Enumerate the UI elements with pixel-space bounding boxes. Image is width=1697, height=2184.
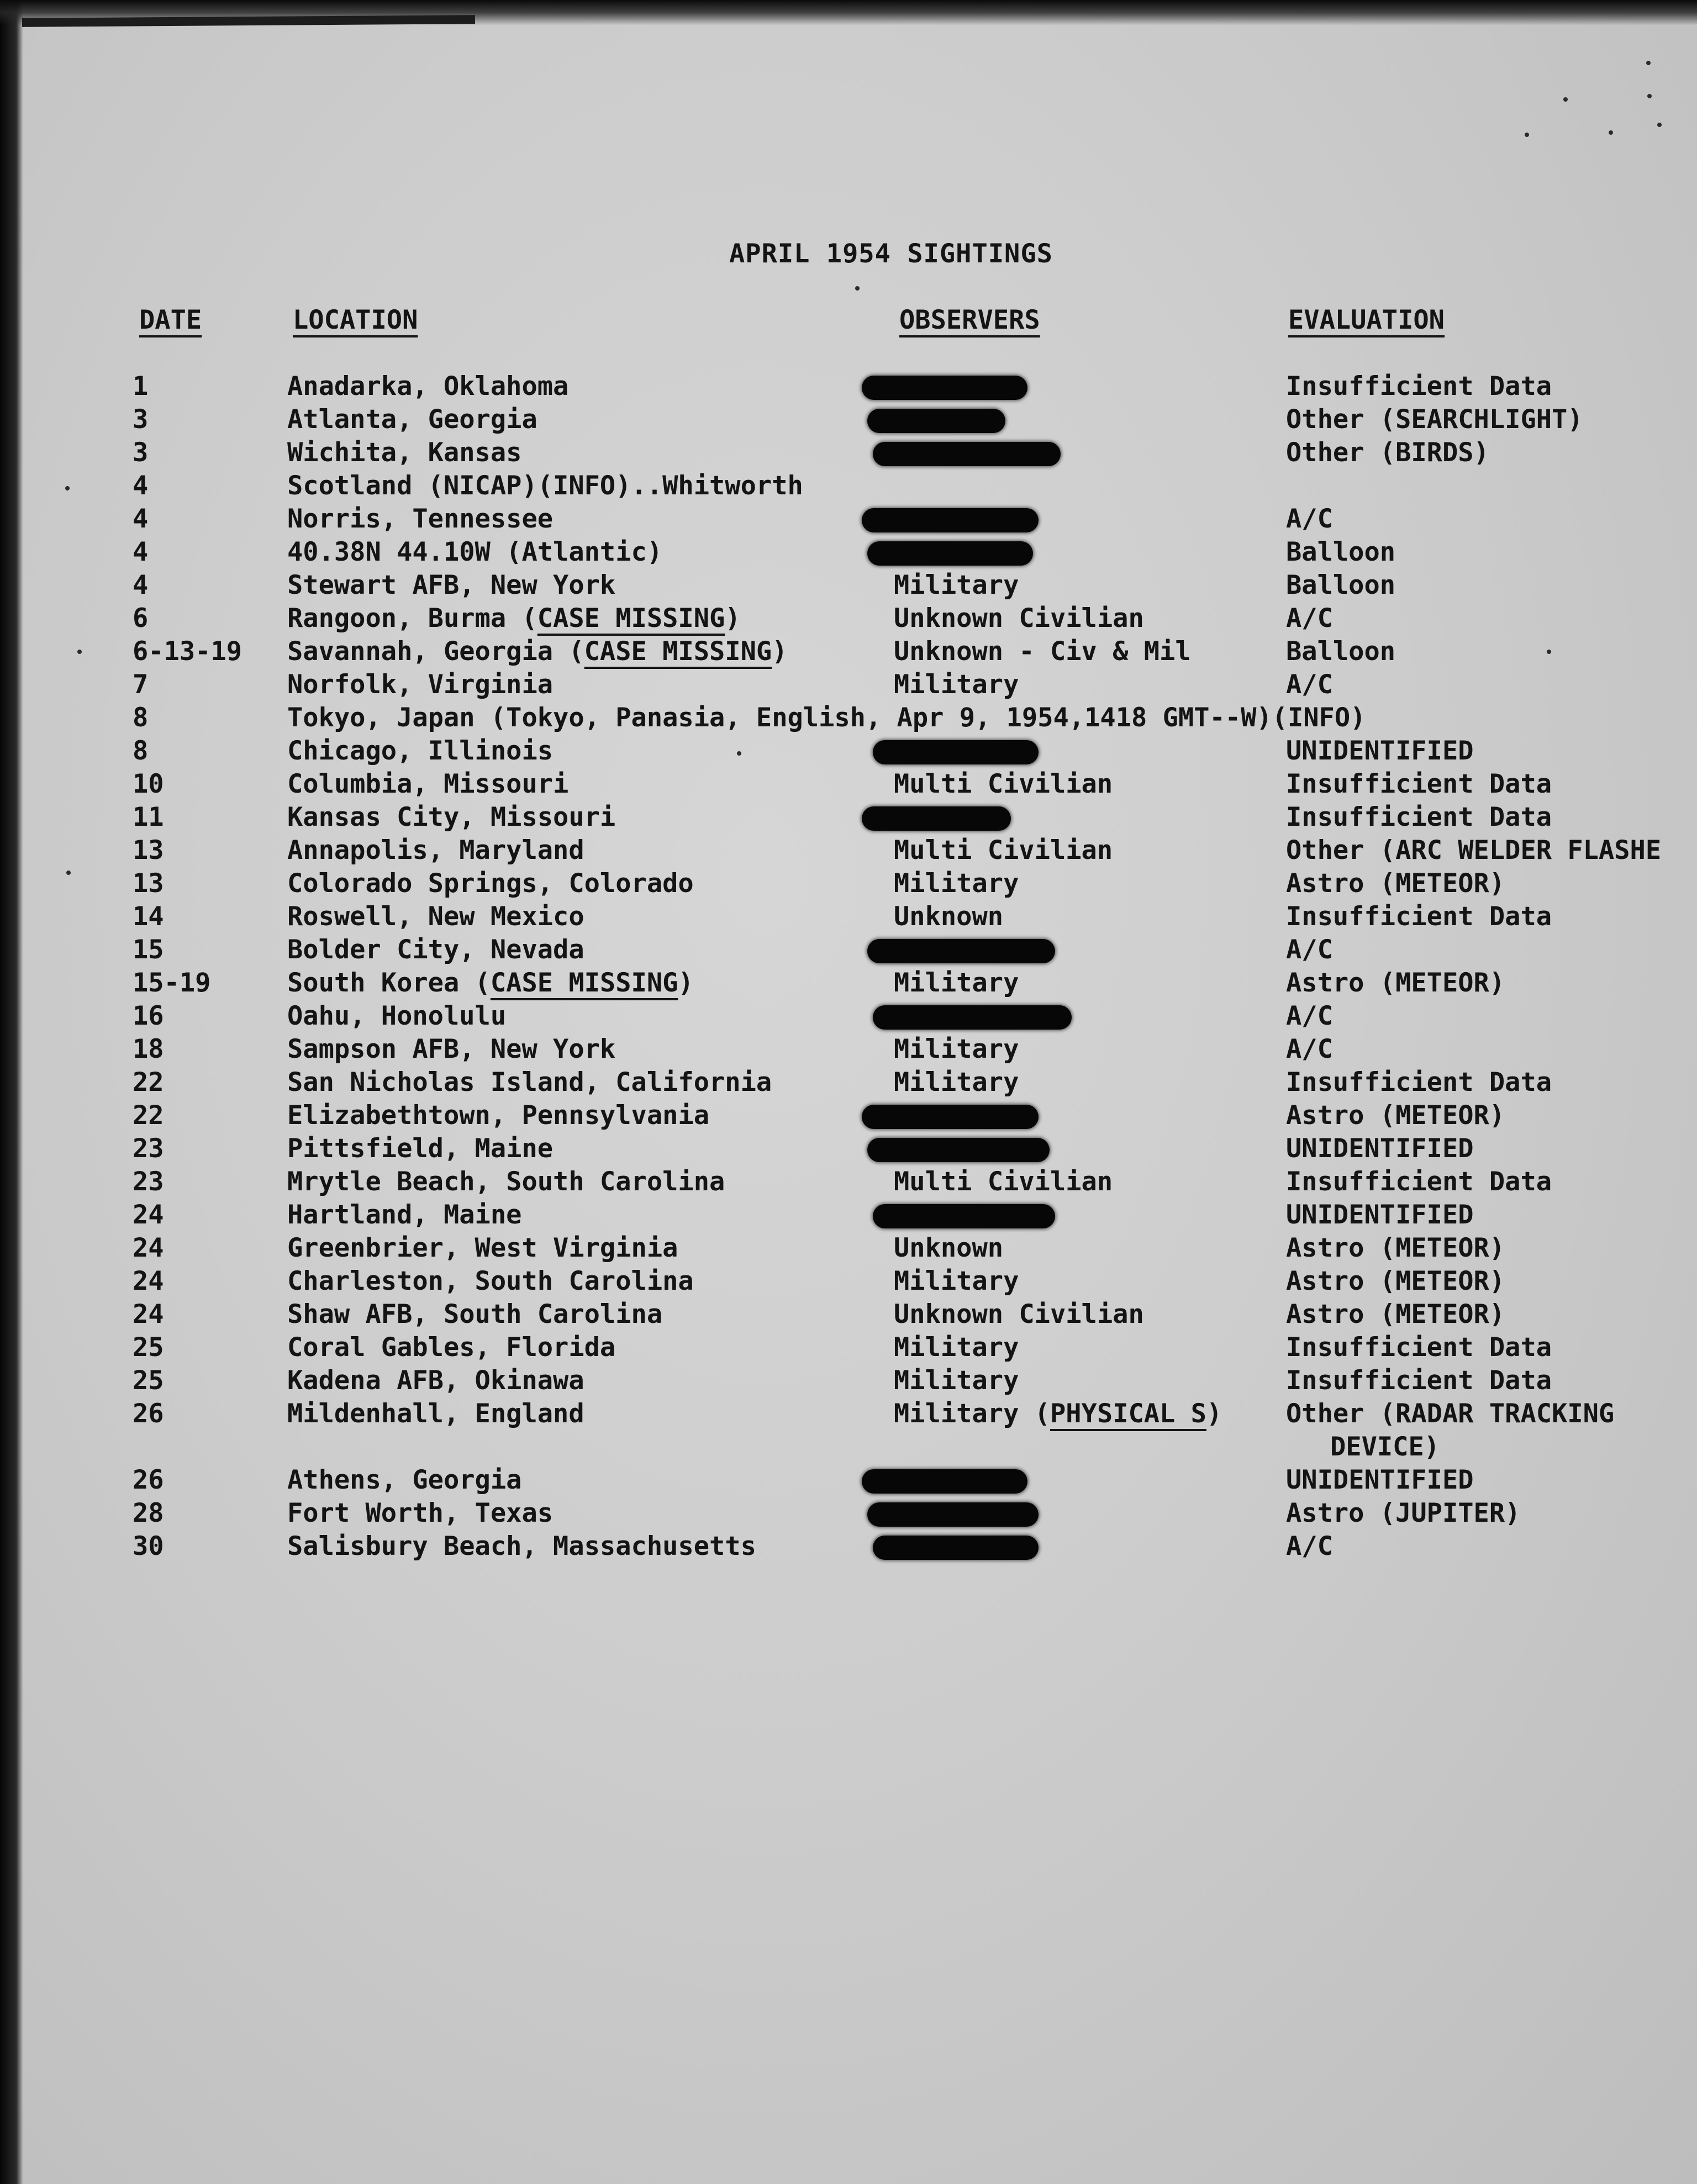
row-date: 15-19 <box>133 968 211 998</box>
row-evaluation: Insufficient Data <box>1286 802 1552 832</box>
row-observers: Unknown - Civ & Mil <box>894 636 1191 667</box>
row-evaluation: Astro (METEOR) <box>1286 1233 1505 1263</box>
row-date: 28 <box>133 1498 164 1528</box>
row-evaluation: UNIDENTIFIED <box>1286 1465 1474 1495</box>
row-date: 18 <box>133 1034 164 1064</box>
row-location: Bolder City, Nevada <box>287 935 584 965</box>
redaction-mark <box>867 541 1033 566</box>
row-location: Mildenhall, England <box>287 1399 584 1429</box>
header-location: LOCATION <box>293 305 418 335</box>
row-observers: Unknown <box>894 1233 1004 1263</box>
row-location: Colorado Springs, Colorado <box>287 868 694 899</box>
redaction-mark <box>867 1138 1050 1162</box>
redaction-mark <box>873 1005 1072 1030</box>
row-date: 24 <box>133 1266 164 1296</box>
table-row <box>0 1298 1697 1331</box>
row-evaluation: A/C <box>1286 1001 1333 1031</box>
row-location: Mrytle Beach, South Carolina <box>287 1167 725 1197</box>
row-observers: Multi Civilian <box>894 769 1113 799</box>
row-date: 14 <box>133 901 164 932</box>
row-evaluation: A/C <box>1286 935 1333 965</box>
row-date: 1 <box>133 371 149 402</box>
row-date: 4 <box>133 537 149 567</box>
row-location: Coral Gables, Florida <box>287 1332 616 1363</box>
row-date: 13 <box>133 868 164 899</box>
row-location: Columbia, Missouri <box>287 769 569 799</box>
row-date: 25 <box>133 1332 164 1363</box>
row-evaluation: Astro (METEOR) <box>1286 1266 1505 1296</box>
row-evaluation: Insufficient Data <box>1286 769 1552 799</box>
row-date: 3 <box>133 404 149 435</box>
underlined-note: CASE MISSING <box>584 636 772 667</box>
row-evaluation: Insufficient Data <box>1286 901 1552 932</box>
row-location: Tokyo, Japan (Tokyo, Panasia, English, Apr 9, 1954,1418 GMT--W)(INFO) <box>287 703 1366 733</box>
redaction-mark <box>873 740 1039 764</box>
header-evaluation: EVALUATION <box>1288 305 1445 335</box>
redaction-mark <box>873 1204 1055 1228</box>
redaction-mark <box>867 1502 1039 1527</box>
row-location: Scotland (NICAP)(INFO)..Whitworth <box>287 471 803 501</box>
row-evaluation: UNIDENTIFIED <box>1286 1200 1474 1230</box>
row-date: 6-13-19 <box>133 636 243 667</box>
table-row <box>0 1464 1697 1497</box>
row-evaluation: Astro (JUPITER) <box>1286 1498 1521 1528</box>
redaction-mark <box>873 1536 1039 1560</box>
row-location: Shaw AFB, South Carolina <box>287 1299 663 1330</box>
table-row <box>0 1000 1697 1033</box>
row-date: 13 <box>133 835 164 866</box>
row-observers: Military (PHYSICAL S) <box>894 1399 1222 1429</box>
row-evaluation: A/C <box>1286 1034 1333 1064</box>
row-location: San Nicholas Island, California <box>287 1067 772 1098</box>
row-location: Oahu, Honolulu <box>287 1001 507 1031</box>
row-location: Charleston, South Carolina <box>287 1266 694 1296</box>
table-row <box>0 1497 1697 1530</box>
row-location: Atlanta, Georgia <box>287 404 537 435</box>
table-row <box>0 1232 1697 1265</box>
table-row <box>0 1397 1697 1431</box>
redaction-mark <box>862 508 1039 532</box>
table-row <box>0 1132 1697 1165</box>
table-row <box>0 1331 1697 1364</box>
table-row <box>0 1199 1697 1232</box>
row-date: 11 <box>133 802 164 832</box>
row-date: 3 <box>133 437 149 468</box>
row-evaluation: Insufficient Data <box>1286 1332 1552 1363</box>
table-row <box>0 801 1697 834</box>
table-row <box>0 602 1697 635</box>
row-date: 23 <box>133 1167 164 1197</box>
row-evaluation: Insufficient Data <box>1286 1067 1552 1098</box>
row-location: Roswell, New Mexico <box>287 901 584 932</box>
table-row <box>0 933 1697 967</box>
row-observers: Military <box>894 1365 1019 1396</box>
row-location: Sampson AFB, New York <box>287 1034 616 1064</box>
page-title: APRIL 1954 SIGHTINGS <box>729 239 1053 269</box>
row-date: 4 <box>133 471 149 501</box>
row-evaluation: A/C <box>1286 504 1333 534</box>
row-location: Wichita, Kansas <box>287 437 522 468</box>
table-row <box>0 370 1697 403</box>
table-row <box>0 503 1697 536</box>
table-row <box>0 469 1697 503</box>
row-observers: Military <box>894 669 1019 700</box>
header-date: DATE <box>139 305 202 335</box>
row-location: Savannah, Georgia (CASE MISSING) <box>287 636 788 667</box>
row-location: Chicago, Illinois <box>287 736 554 766</box>
row-location: Fort Worth, Texas <box>287 1498 554 1528</box>
redaction-mark <box>867 409 1005 433</box>
row-date: 26 <box>133 1465 164 1495</box>
row-evaluation: Astro (METEOR) <box>1286 1100 1505 1131</box>
redaction-mark <box>873 442 1061 466</box>
table-row <box>0 1099 1697 1132</box>
underlined-note: CASE MISSING <box>490 968 678 998</box>
row-observers: Multi Civilian <box>894 1167 1113 1197</box>
row-date: 8 <box>133 703 149 733</box>
row-location: Norfolk, Virginia <box>287 669 554 700</box>
row-date: 24 <box>133 1299 164 1330</box>
underlined-note: PHYSICAL S <box>1050 1399 1206 1429</box>
redaction-mark <box>862 806 1011 831</box>
table-row <box>0 735 1697 768</box>
row-evaluation: UNIDENTIFIED <box>1286 1133 1474 1164</box>
row-observers: Military <box>894 1332 1019 1363</box>
row-location: Greenbrier, West Virginia <box>287 1233 678 1263</box>
row-location: Annapolis, Maryland <box>287 835 584 866</box>
row-date: 24 <box>133 1200 164 1230</box>
row-evaluation: Other (BIRDS) <box>1286 437 1489 468</box>
row-evaluation: A/C <box>1286 669 1333 700</box>
row-evaluation: Other (ARC WELDER FLASHE <box>1286 835 1662 866</box>
row-location: Norris, Tennessee <box>287 504 554 534</box>
underlined-note: CASE MISSING <box>537 603 725 634</box>
row-date: 24 <box>133 1233 164 1263</box>
table-row <box>0 403 1697 436</box>
row-evaluation: Insufficient Data <box>1286 371 1552 402</box>
redaction-mark <box>862 1469 1027 1494</box>
row-evaluation: Astro (METEOR) <box>1286 968 1505 998</box>
row-date: 4 <box>133 570 149 600</box>
table-row <box>0 668 1697 701</box>
row-date: 30 <box>133 1531 164 1561</box>
row-evaluation: UNIDENTIFIED <box>1286 736 1474 766</box>
row-location: Elizabethtown, Pennsylvania <box>287 1100 710 1131</box>
row-date: 7 <box>133 669 149 700</box>
row-date: 23 <box>133 1133 164 1164</box>
redaction-mark <box>867 939 1055 963</box>
row-date: 25 <box>133 1365 164 1396</box>
row-evaluation: Other (RADAR TRACKING <box>1286 1399 1615 1429</box>
row-date: 6 <box>133 603 149 634</box>
header-observers: OBSERVERS <box>899 305 1040 335</box>
table-row <box>0 436 1697 469</box>
table-row <box>0 1066 1697 1099</box>
row-evaluation: Insufficient Data <box>1286 1167 1552 1197</box>
row-evaluation: Balloon <box>1286 537 1396 567</box>
row-location: Kadena AFB, Okinawa <box>287 1365 584 1396</box>
row-location: Pittsfield, Maine <box>287 1133 554 1164</box>
row-observers: Military <box>894 868 1019 899</box>
row-date: 22 <box>133 1067 164 1098</box>
row-evaluation: Balloon <box>1286 636 1396 667</box>
table-row <box>0 1033 1697 1066</box>
table-row <box>0 967 1697 1000</box>
table-row <box>0 569 1697 602</box>
table-row <box>0 900 1697 933</box>
row-date: 4 <box>133 504 149 534</box>
table-row <box>0 1165 1697 1199</box>
row-location: Salisbury Beach, Massachusetts <box>287 1531 756 1561</box>
row-observers: Military <box>894 1034 1019 1064</box>
table-row <box>0 1364 1697 1397</box>
row-evaluation-continued: DEVICE) <box>1330 1432 1440 1462</box>
row-location: Athens, Georgia <box>287 1465 522 1495</box>
row-date: 10 <box>133 769 164 799</box>
table-row <box>0 1265 1697 1298</box>
table-row <box>0 1530 1697 1563</box>
table-row <box>0 536 1697 569</box>
row-observers: Military <box>894 1067 1019 1098</box>
row-evaluation: A/C <box>1286 1531 1333 1561</box>
row-evaluation: Other (SEARCHLIGHT) <box>1286 404 1583 435</box>
redaction-mark <box>862 376 1027 400</box>
row-date: 26 <box>133 1399 164 1429</box>
row-location: Anadarka, Oklahoma <box>287 371 569 402</box>
table-row <box>0 701 1697 735</box>
row-observers: Unknown <box>894 901 1004 932</box>
table-row <box>0 834 1697 867</box>
row-date: 8 <box>133 736 149 766</box>
row-location: Rangoon, Burma (CASE MISSING) <box>287 603 741 634</box>
row-observers: Multi Civilian <box>894 835 1113 866</box>
row-evaluation: Insufficient Data <box>1286 1365 1552 1396</box>
row-evaluation: A/C <box>1286 603 1333 634</box>
row-location: Hartland, Maine <box>287 1200 522 1230</box>
row-date: 15 <box>133 935 164 965</box>
row-observers: Unknown Civilian <box>894 1299 1144 1330</box>
row-evaluation: Astro (METEOR) <box>1286 868 1505 899</box>
row-evaluation: Astro (METEOR) <box>1286 1299 1505 1330</box>
row-location: Kansas City, Missouri <box>287 802 616 832</box>
table-row <box>0 635 1697 668</box>
row-location: 40.38N 44.10W (Atlantic) <box>287 537 663 567</box>
row-evaluation: Balloon <box>1286 570 1396 600</box>
row-date: 22 <box>133 1100 164 1131</box>
redaction-mark <box>862 1105 1039 1129</box>
row-location: South Korea (CASE MISSING) <box>287 968 694 998</box>
row-observers: Military <box>894 1266 1019 1296</box>
row-observers: Unknown Civilian <box>894 603 1144 634</box>
table-row <box>0 768 1697 801</box>
row-date: 16 <box>133 1001 164 1031</box>
row-observers: Military <box>894 570 1019 600</box>
row-observers: Military <box>894 968 1019 998</box>
row-location: Stewart AFB, New York <box>287 570 616 600</box>
table-row <box>0 867 1697 900</box>
